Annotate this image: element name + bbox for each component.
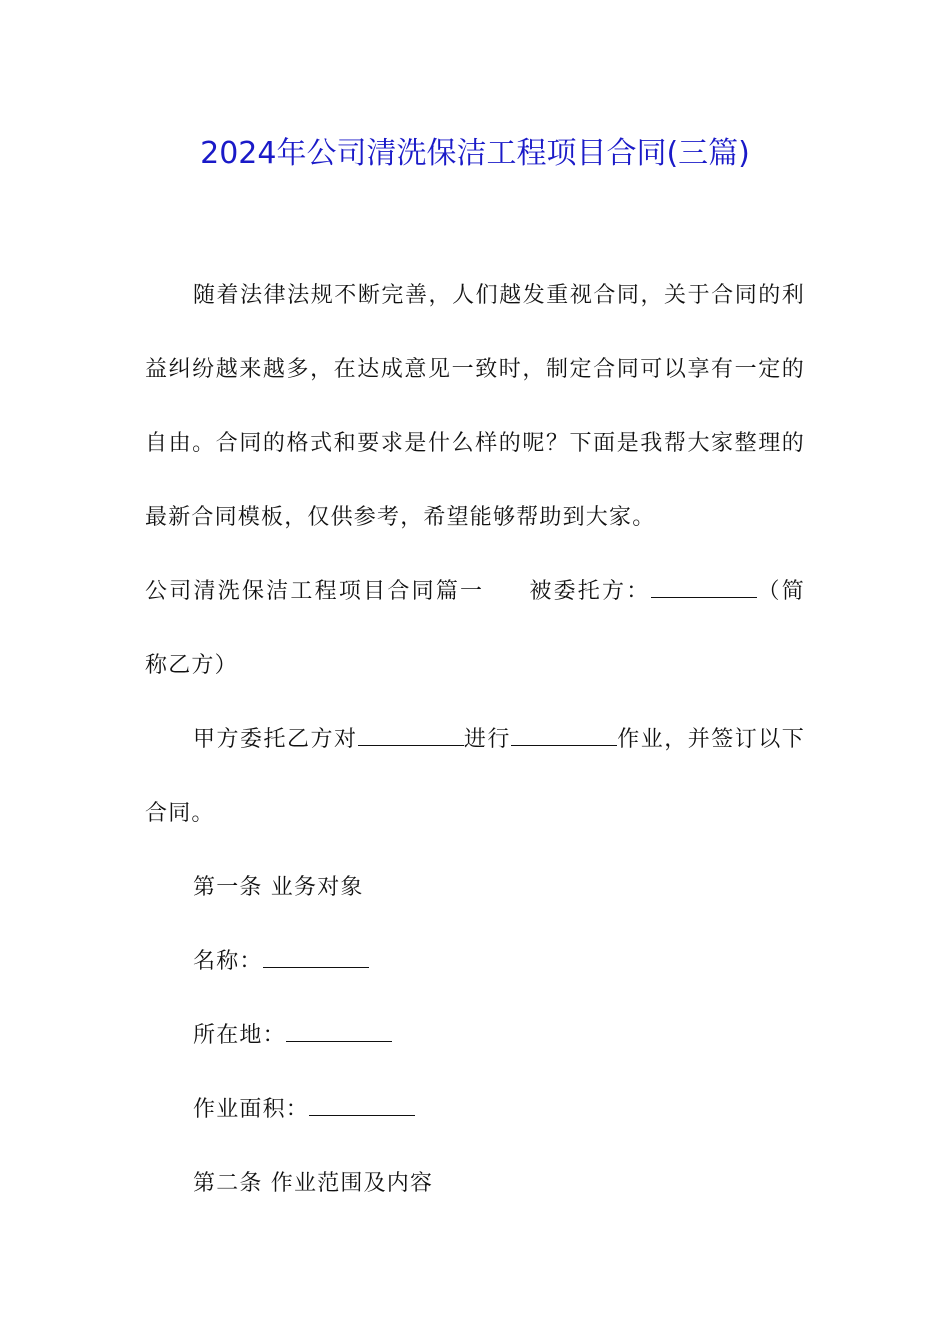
field-location-label: 所在地： — [193, 1023, 286, 1048]
entrustee-label: 被委托方： — [528, 579, 651, 604]
section-heading: 公司清洗保洁工程项目合同篇一 — [145, 579, 485, 604]
entrust-work-blank — [511, 727, 617, 746]
document-title: 2024年公司清洗保洁工程项目合同(三篇) — [200, 136, 750, 171]
field-name-label: 名称： — [193, 949, 263, 974]
entrust-paragraph — [145, 703, 805, 851]
article-2-heading: 第二条 作业范围及内容 — [193, 1171, 434, 1196]
document-body — [145, 259, 805, 1221]
entrustee-paragraph — [145, 555, 805, 703]
field-location — [145, 999, 805, 1073]
entrust-object-blank — [358, 727, 464, 746]
entrustee-suffix: （简称乙方） — [145, 579, 805, 678]
field-name — [145, 925, 805, 999]
field-name-blank — [263, 949, 369, 968]
entrust-text-1: 甲方委托乙方对 — [193, 727, 358, 752]
field-area-blank — [309, 1097, 415, 1116]
article-1-heading: 第一条 业务对象 — [193, 875, 364, 900]
entrust-text-2: 进行 — [463, 727, 511, 752]
entrust-text-3: 作业，并签订以下合同。 — [145, 727, 806, 826]
field-location-blank — [286, 1023, 392, 1042]
entrustee-blank — [651, 579, 757, 598]
field-area — [145, 1073, 805, 1147]
field-area-label: 作业面积： — [193, 1097, 310, 1122]
intro-paragraph: 随着法律法规不断完善，人们越发重视合同，关于合同的利益纠纷越来越多，在达成意见一致时，制定合同可以享有一定的自由。合同的格式和要求是什么样的呢？下面是我帮大家整理的最新合同模板，仅供参考，希望能够帮助到大家。 — [145, 283, 805, 530]
